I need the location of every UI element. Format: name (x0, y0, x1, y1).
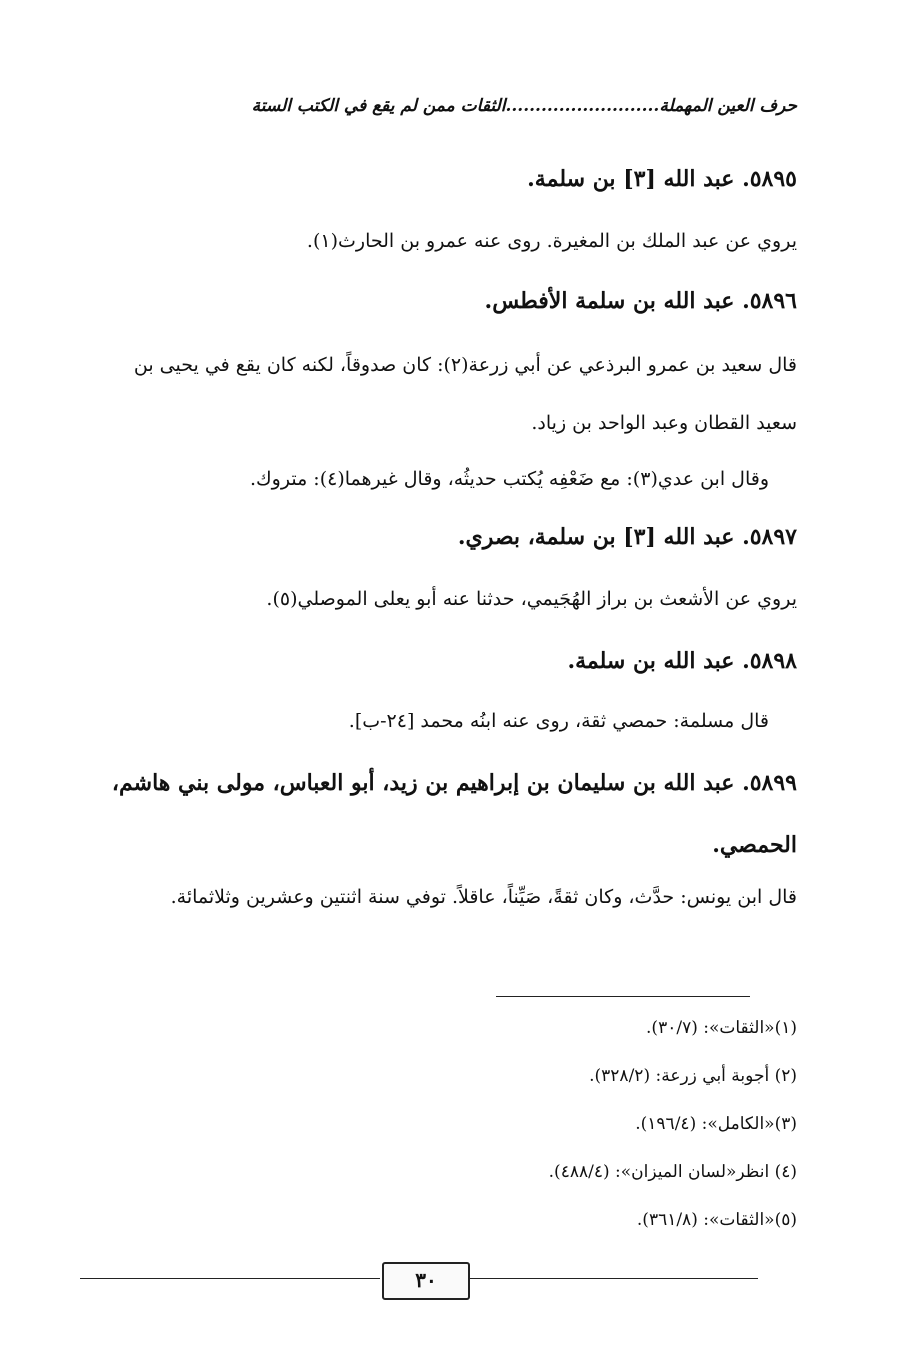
entry-title: ٥٨٩٧. عبد الله [٣] بن سلمة، بصري. (457, 524, 797, 550)
entry-title: ٥٨٩٦. عبد الله بن سلمة الأفطس. (484, 288, 797, 314)
entry-paragraph: وقال ابن عدي(٣): مع ضَعْفِه يُكتب حديثُه، وقال غيرهما(٤): متروك. (249, 468, 769, 490)
entry-title: ٥٨٩٩. عبد الله بن سليمان بن إبراهيم بن زيد، أبو العباس، مولى بني هاشم، الحمصي. (111, 770, 797, 858)
entry-paragraph: قال مسلمة: حمصي ثقة، روى عنه ابنُه محمد [٢٤-ب]. (348, 710, 769, 732)
footnote: (٣)«الكامل»: (١٩٦/٤). (635, 1114, 797, 1134)
footer-rule-left (80, 1278, 380, 1279)
footer-rule-right (468, 1278, 758, 1279)
entry-paragraph: قال ابن يونس: حدَّث، وكان ثقةً، صَيِّناً، عاقلاً. توفي سنة اثنتين وعشرين وثلاثمائة. (170, 886, 797, 908)
footnote: (٤) انظر«لسان الميزان»: (٤٨٨/٤). (548, 1162, 797, 1182)
entry-paragraph: يروي عن الأشعث بن براز الهُجَيمي، حدثنا عنه أبو يعلى الموصلي(٥). (266, 588, 797, 610)
running-head: حرف العين المهملة..........................الثقات ممن لم يقع في الكتب الستة (251, 96, 797, 116)
entry-title: ٥٨٩٨. عبد الله بن سلمة. (567, 648, 797, 674)
footnote: (٢) أجوبة أبي زرعة: (٣٢٨/٢). (589, 1066, 797, 1086)
footnote: (١)«الثقات»: (٣٠/٧). (646, 1018, 797, 1038)
page-number: ٣٠ (382, 1262, 470, 1300)
entry-paragraph: قال سعيد بن عمرو البرذعي عن أبي زرعة(٢): كان صدوقاً، لكنه كان يقع في يحيى بن سعيد القطان وعبد الواحد بن زياد. (133, 354, 797, 434)
entry-title: ٥٨٩٥. عبد الله [٣] بن سلمة. (527, 166, 797, 192)
entry-paragraph: يروي عن عبد الملك بن المغيرة. روى عنه عمرو بن الحارث(١). (306, 230, 797, 252)
footnote-separator (496, 996, 750, 997)
footnote: (٥)«الثقات»: (٣٦١/٨). (636, 1210, 797, 1230)
